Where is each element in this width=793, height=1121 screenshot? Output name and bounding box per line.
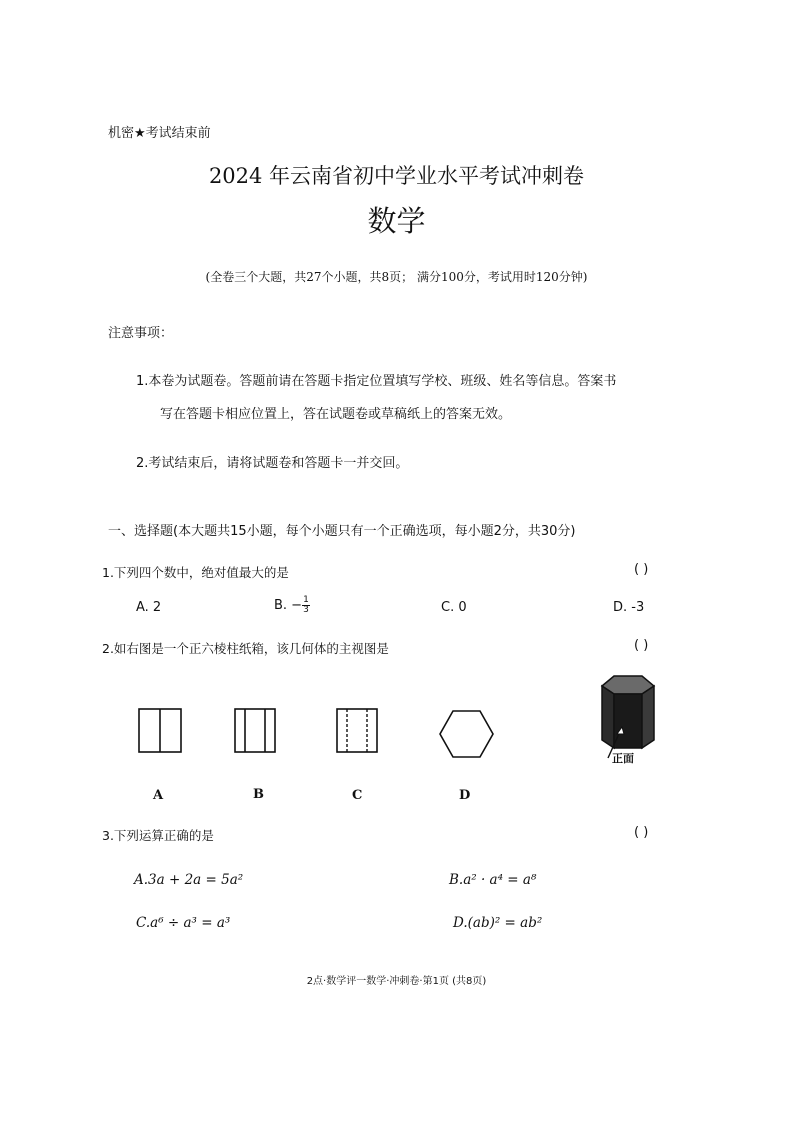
question-3-option-d: D.(ab)² = ab² <box>453 915 543 931</box>
figure-label-b: B <box>253 787 264 802</box>
figure-label-c: C <box>352 788 363 803</box>
confidential-mark: 机密★考试结束前 <box>108 126 211 141</box>
notice-heading: 注意事项： <box>108 326 174 341</box>
notice-item-2: 2.考试结束后，请将试题卷和答题卡一并交回。 <box>136 456 409 471</box>
question-1-stem: 1.下列四个数中，绝对值最大的是 <box>102 565 289 580</box>
notice-item-1-line-2: 写在答题卡相应位置上，答在试题卷或草稿纸上的答案无效。 <box>160 407 512 422</box>
subject-title: 数学 <box>367 204 426 238</box>
question-3-stem: 3.下列运算正确的是 <box>102 828 214 843</box>
question-3-answer-paren: ( ) <box>634 825 649 840</box>
question-3-option-c: C.a⁶ ÷ a³ = a³ <box>136 915 231 931</box>
exam-note: (全卷三个大题，共27个小题，共8页； 满分100分，考试用时120分钟) <box>205 270 588 284</box>
question-3-option-b: B.a² · a⁴ = a⁸ <box>449 872 537 888</box>
question-2-answer-paren: ( ) <box>634 638 649 653</box>
notice-item-1-line-1: 1.本卷为试题卷。答题前请在答题卡指定位置填写学校、班级、姓名等信息。答案书 <box>136 374 617 389</box>
front-view-option-d-hexagon <box>439 710 495 758</box>
front-view-option-a-figure <box>138 708 182 753</box>
question-1-option-a: A. 2 <box>136 600 162 615</box>
fraction-numerator: 1 <box>303 595 309 605</box>
front-view-option-c-figure <box>336 708 378 753</box>
question-3-option-a: A.3a + 2a = 5a² <box>134 872 244 888</box>
figure-label-d: D <box>459 788 471 803</box>
front-view-option-b-figure <box>234 708 276 753</box>
exam-title: 2024 年云南省初中学业水平考试冲刺卷 <box>208 164 585 188</box>
figure-label-a: A <box>153 788 164 803</box>
front-face-label: 正面 <box>612 752 634 765</box>
question-1-option-b <box>274 596 310 615</box>
section-heading: 一、选择题(本大题共15小题，每个小题只有一个正确选项，每小题2分，共30分) <box>108 524 576 539</box>
option-b-prefix: B. − <box>274 598 303 613</box>
hexagonal-prism-box-image <box>596 672 658 762</box>
question-1-option-d: D. -3 <box>613 600 645 615</box>
page-footer: 2点·数学评一数学·冲刺卷·第1页 (共8页) <box>306 976 487 987</box>
question-2-stem: 2.如右图是一个正六棱柱纸箱，该几何体的主视图是 <box>102 641 389 656</box>
fraction-denominator: 3 <box>303 605 309 615</box>
fraction <box>302 596 310 615</box>
question-1-option-c: C. 0 <box>441 600 467 615</box>
question-1-answer-paren: ( ) <box>634 562 649 577</box>
